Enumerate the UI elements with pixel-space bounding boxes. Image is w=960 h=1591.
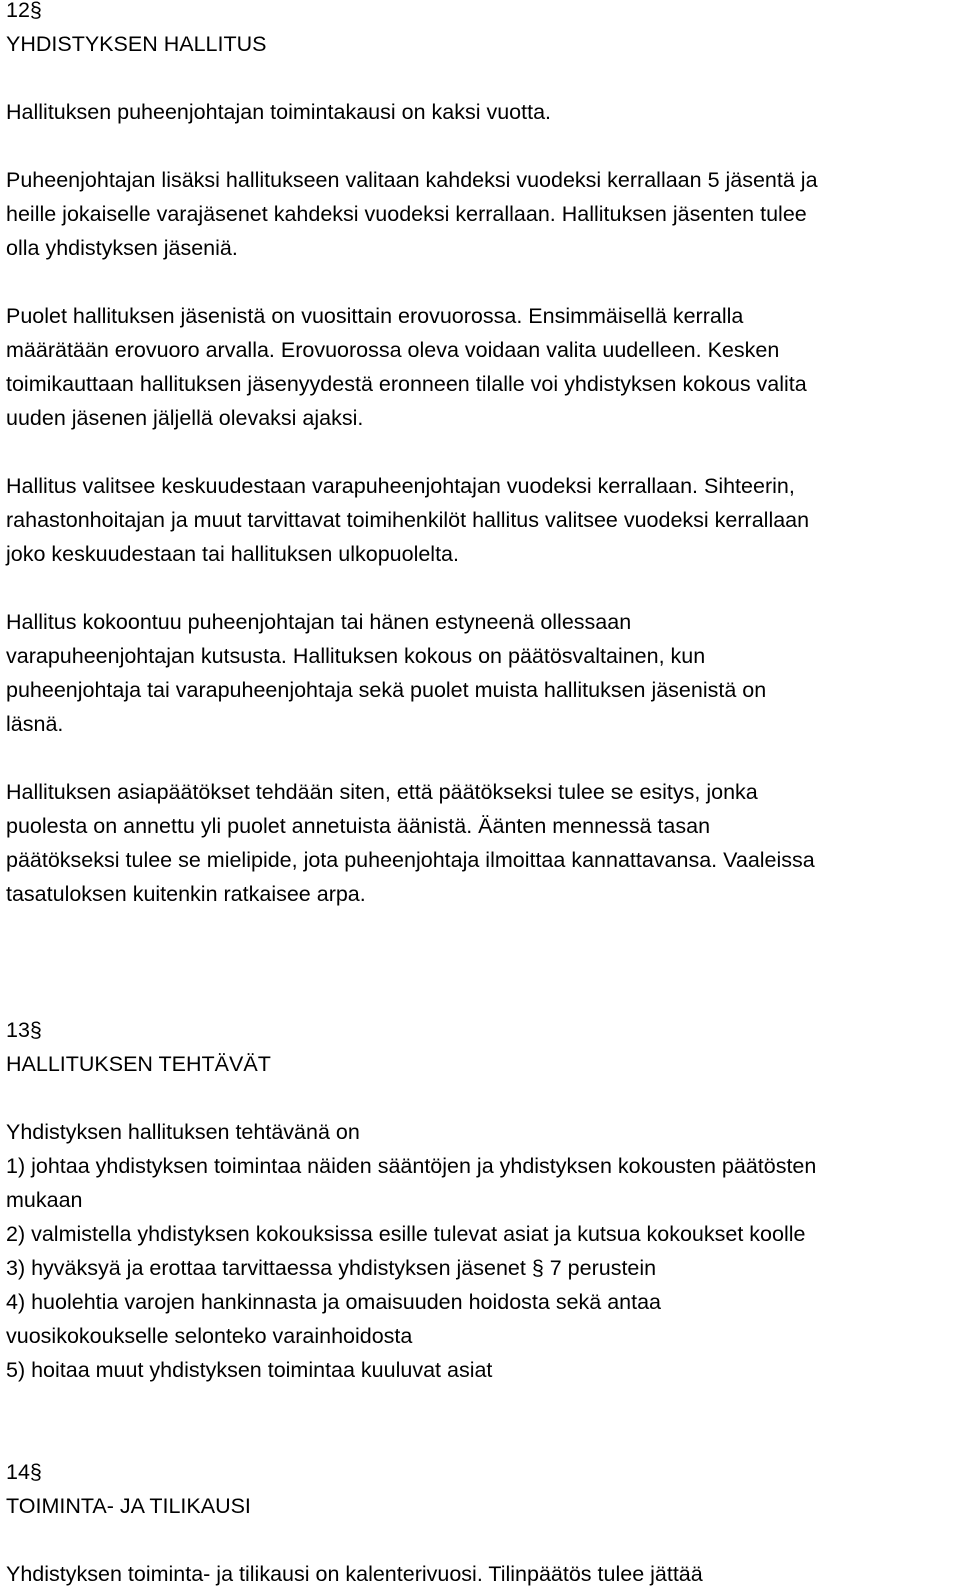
paragraph: Hallituksen asiapäätökset tehdään siten, että päätökseksi tulee se esitys, jonka puolesta on annettu yli puolet annetuista äänistä. Äänten mennessä tasan päätökseksi tulee se mielipide, jota puheenjohtaja ilmoittaa kannattavansa. Vaaleissa tasatuloksen kuitenkin ratkaisee arpa. [6,780,815,906]
list-item: 1) johtaa yhdistyksen toimintaa näiden sääntöjen ja yhdistyksen kokousten päätösten mukaan [6,1154,817,1212]
list-item: 4) huolehtia varojen hankinnasta ja omaisuuden hoidosta sekä antaa vuosikokoukselle selonteko varainhoidosta [6,1290,662,1348]
section-title: YHDISTYKSEN HALLITUS [6,32,267,56]
list-item: 2) valmistella yhdistyksen kokouksissa esille tulevat asiat ja kutsua kokoukset koolle [6,1222,806,1246]
document-page [6,0,958,1591]
paragraph: Hallituksen puheenjohtajan toimintakausi on kaksi vuotta. [6,100,551,124]
section-13 [6,1013,958,1387]
list-item: 3) hyväksyä ja erottaa tarvittaessa yhdistyksen jäsenet § 7 perustein [6,1256,657,1280]
paragraph: Hallitus kokoontuu puheenjohtajan tai hänen estyneenä ollessaan varapuheenjohtajan kutsusta. Hallituksen kokous on päätösvaltainen, kun puheenjohtaja tai varapuheenjohtaja sekä puolet muista hallituksen jäsenistä on läsnä. [6,610,767,736]
list-item: 5) hoitaa muut yhdistyksen toimintaa kuuluvat asiat [6,1358,493,1382]
section-spacer [6,1387,958,1455]
section-14 [6,1455,958,1591]
paragraph: Yhdistyksen toiminta- ja tilikausi on kalenterivuosi. Tilinpäätös tulee jättää [6,1562,703,1586]
section-spacer [6,911,958,1013]
paragraph: Puolet hallituksen jäsenistä on vuosittain erovuorossa. Ensimmäisellä kerralla määrätään erovuoro arvalla. Erovuorossa oleva voidaan valita uudelleen. Kesken toimikauttaan hallituksen jäsenyydestä eronneen tilalle voi yhdistyksen kokous valita uuden jäsenen jäljellä olevaksi ajaksi. [6,304,807,430]
section-title: TOIMINTA- JA TILIKAUSI [6,1494,251,1518]
section-intro: Yhdistyksen hallituksen tehtävänä on [6,1120,360,1144]
section-12 [6,0,958,911]
section-title: HALLITUKSEN TEHTÄVÄT [6,1052,271,1076]
paragraph: Puheenjohtajan lisäksi hallitukseen valitaan kahdeksi vuodeksi kerrallaan 5 jäsentä ja heille jokaiselle varajäsenet kahdeksi vuodeksi kerrallaan. Hallituksen jäsenten tulee olla yhdistyksen jäseniä. [6,168,818,260]
section-number: 14§ [6,1460,42,1484]
section-number: 12§ [6,0,42,22]
paragraph: Hallitus valitsee keskuudestaan varapuheenjohtajan vuodeksi kerrallaan. Sihteerin, rahastonhoitajan ja muut tarvittavat toimihenkilöt hallitus valitsee vuodeksi kerrallaan joko keskuudestaan tai hallituksen ulkopuolelta. [6,474,810,566]
section-number: 13§ [6,1018,42,1042]
